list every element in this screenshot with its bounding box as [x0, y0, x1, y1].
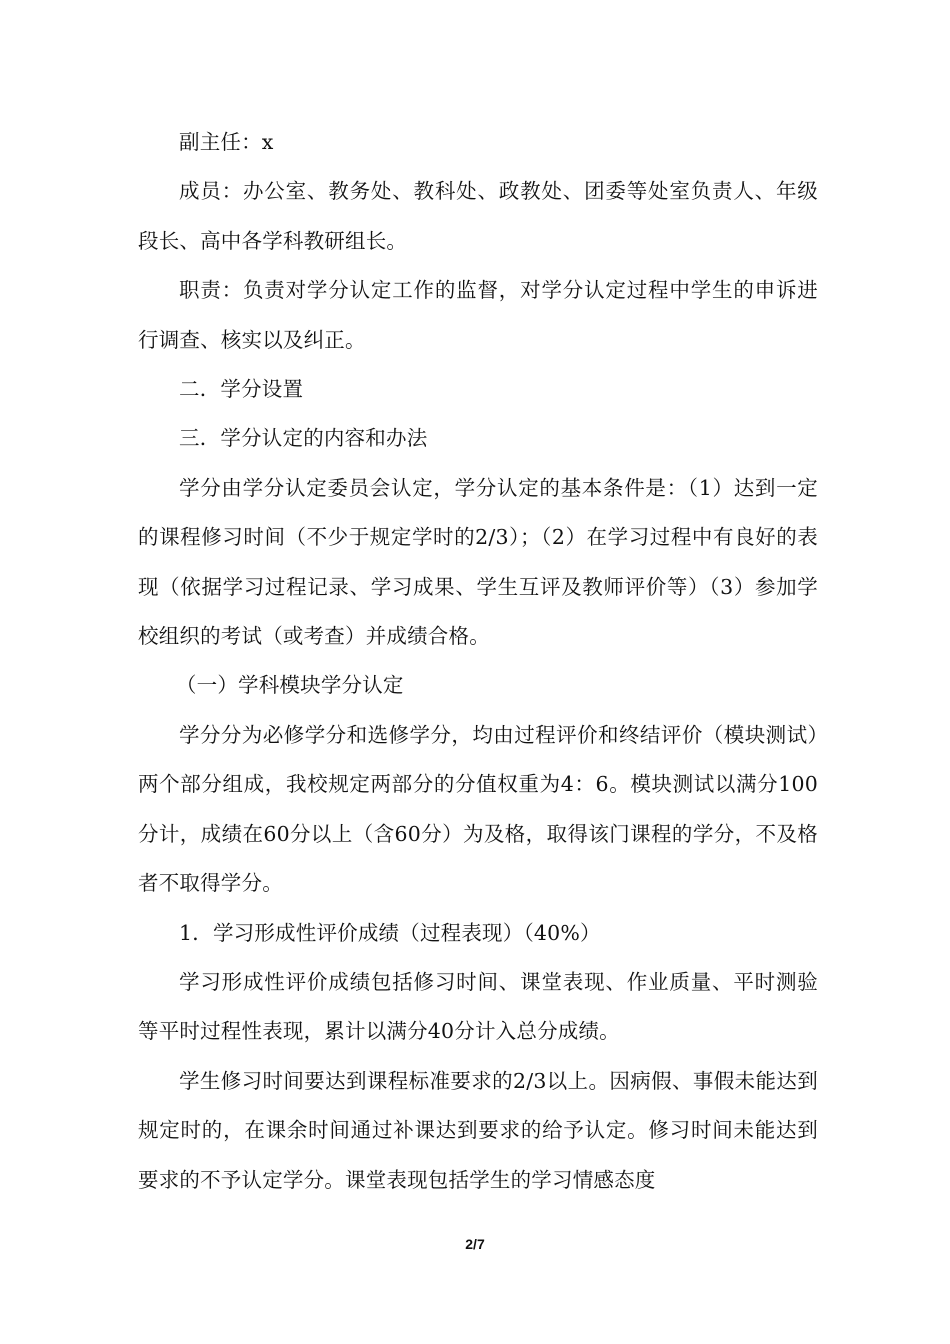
paragraph-basic-conditions: 学分由学分认定委员会认定，学分认定的基本条件是：（1）达到一定的课程修习时间（不少于规定学时的2/3）；（2）在学习过程中有良好的表现（依据学习过程记录、学习成果、学生互评及教师评价等）（3）参加学校组织的考试（或考查）并成绩合格。 [138, 475, 818, 649]
paragraph-credit-types: 学分分为必修学分和选修学分，均由过程评价和终结评价（模块测试）两个部分组成，我校规定两部分的分值权重为4：6。模块测试以满分100分计，成绩在60分以上（含60分）为及格，取得该门课程的学分，不及格者不取得学分。 [138, 722, 818, 896]
paragraph-study-time: 学生修习时间要达到课程标准要求的2/3以上。因病假、事假未能达到规定时的，在课余时间通过补课达到要求的给予认定。修习时间未能达到要求的不予认定学分。课堂表现包括学生的学习情感态度 [138, 1068, 818, 1192]
paragraph-members: 成员：办公室、教务处、教科处、政教处、团委等处室负责人、年级段长、高中各学科教研组长。 [138, 179, 818, 253]
paragraph-duties: 职责：负责对学分认定工作的监督，对学分认定过程中学生的申诉进行调查、核实以及纠正。 [138, 278, 818, 352]
sub-heading-module-credit: （一）学科模块学分认定 [175, 673, 404, 698]
document-body [138, 118, 818, 1205]
page-number: 2/7 [465, 1236, 485, 1252]
section-heading-credit-setting: 二．学分设置 [179, 377, 304, 402]
paragraph-vice-director: 副主任：x [179, 130, 274, 154]
item-heading-formative-evaluation: 1．学习形成性评价成绩（过程表现）（40%） [179, 920, 601, 945]
paragraph-formative-detail: 学习形成性评价成绩包括修习时间、课堂表现、作业质量、平时测验等平时过程性表现，累计以满分40分计入总分成绩。 [138, 969, 818, 1044]
section-heading-credit-recognition: 三．学分认定的内容和办法 [179, 426, 428, 451]
